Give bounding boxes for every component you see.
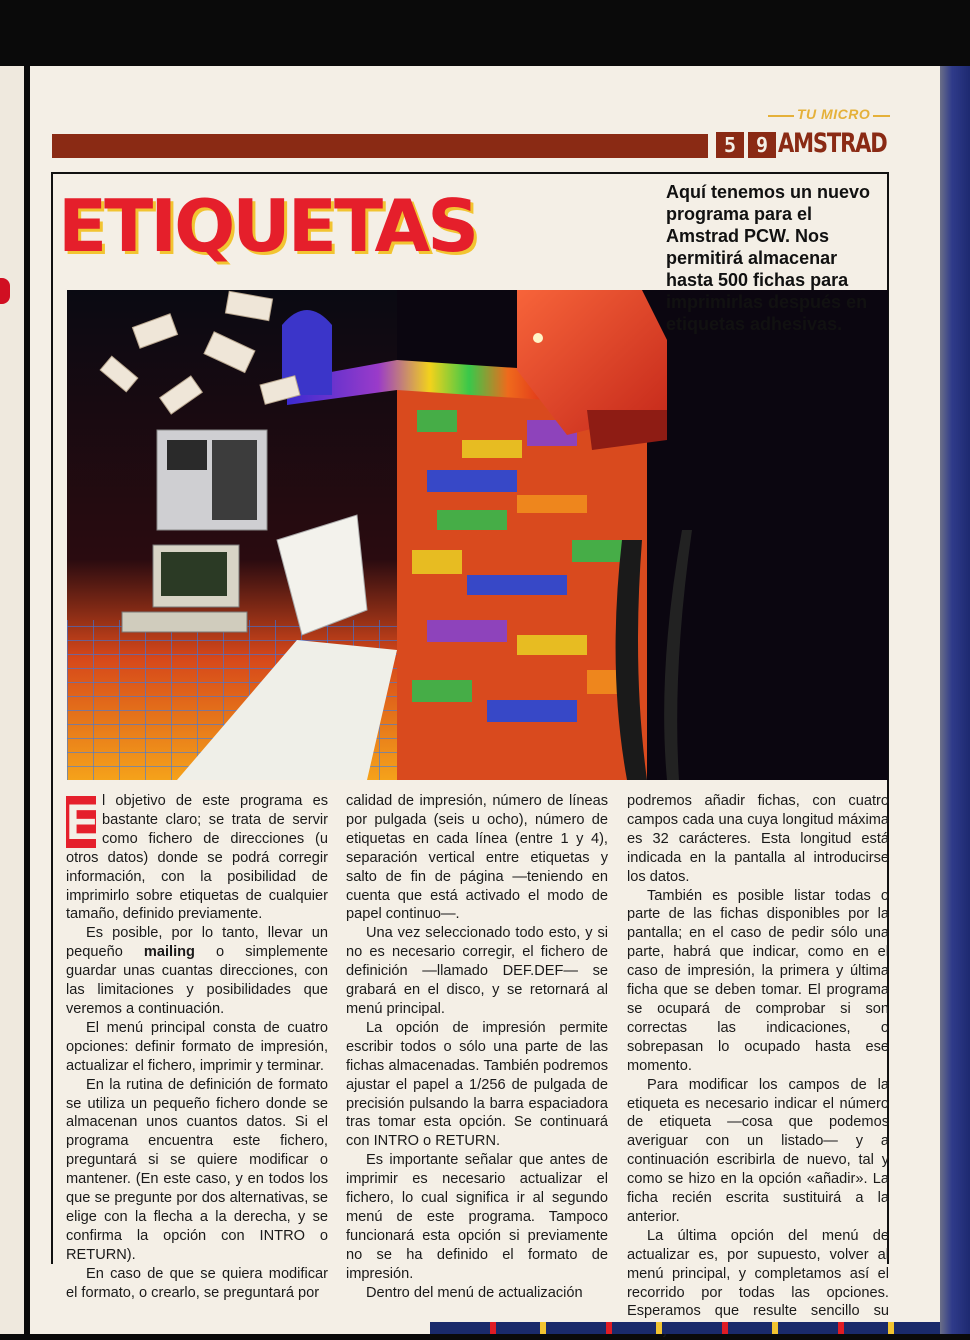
page-digit: 5 xyxy=(716,132,744,158)
header-bar xyxy=(52,134,708,158)
paragraph-text: l objetivo de este programa es bastante claro; se trata de servir como fichero de direcciones (u otros datos) donde se podrá corregir información, con la posibilidad de imprimirlo sobre etiquetas de cualquier tamaño, definido previamente. xyxy=(66,793,328,923)
next-page-edge xyxy=(940,66,970,1334)
paragraph: Para modificar los campos de la etiqueta es necesario indicar el número de etiqueta —cosa que podemos averiguar con un listado— y a continuación escribirla de nuevo, tal y como se hizo en la opción «añadir». La ficha recién escrita sustituirá a la anterior. xyxy=(627,1076,889,1225)
previous-page-edge xyxy=(0,66,24,1334)
article-title: ETIQUETAS xyxy=(58,184,477,268)
bold-term: mailing xyxy=(143,944,195,961)
paragraph: calidad de impresión, número de líneas por pulgada (seis u ocho), número de etiquetas en cada línea (entre 1 y 4), separación vertical entre etiquetas y salto de fin de página —teniendo en cuenta que está activado el modo de papel continuo—. xyxy=(346,793,608,923)
previous-page-red-mark xyxy=(0,278,10,304)
illustration-artwork xyxy=(67,290,888,780)
paragraph: La última opción del menú de actualizar es, por supuesto, volver al menú principal, y completamos así el recorrido por todas las opciones. Esperamos que resulte sencillo su xyxy=(627,1227,889,1320)
paragraph: Dentro del menú de actualización xyxy=(366,1284,583,1301)
paragraph: También es posible listar todas o parte de las fichas disponibles por la pantalla; en el caso de pedir sólo una parte, habrá que indicar, como en el caso de impresión, la primera y última ficha que se deben tomar. El programa se ocupará de comprobar si son correctas las indicaciones, o sobrepasan lo ocupado hasta ese momento. xyxy=(627,887,889,1074)
paragraph: En la rutina de definición de formato se utiliza un pequeño fichero donde se almacenan unos cuantos datos. Si el programa encuentra este fichero, preguntará si se quiere modificar o mantener. (En este caso, y en todos los que se pregunte por dos alternativas, se elige con la flecha a la derecha, y se confirma la opción con INTRO o RETURN). xyxy=(66,1076,328,1263)
paragraph: Es importante señalar que antes de imprimir es necesario actualizar el fichero, lo cual significa ir al segundo menú de este programa. Tampoco funcionará esta opción si previamente no se ha definido el formato de impresión. xyxy=(346,1152,608,1282)
page-number xyxy=(716,132,776,158)
paragraph-text: Es posible, por lo tanto, llevar un pequeño xyxy=(66,925,328,961)
drop-cap: E xyxy=(66,794,100,850)
brand-name: AMSTRAD xyxy=(778,128,887,159)
section-kicker: TU MICRO xyxy=(794,106,873,122)
paragraph: La opción de impresión permite escribir todos o sólo una parte de las fichas almacenadas. También podremos ajustar el papel a 1/256 de pulgada de precisión pulsando la barra espaciadora tras tomar esta opción. Se continuará con INTRO o RETURN. xyxy=(346,1019,608,1150)
paragraph-text: o simplemente guardar unas cuantas direcciones, con las limitaciones y posibilidades que veremos a continuación. xyxy=(66,944,328,1017)
article-column-2 xyxy=(346,792,608,1302)
paragraph: Una vez seleccionado todo esto, y si no es necesario corregir, el fichero de definición —llamado DEF.DEF— se grabará en el disco, y se retornará al menú principal. xyxy=(346,925,608,1017)
paragraph: El menú principal consta de cuatro opciones: definir formato de impresión, actualizar el fichero, imprimir y terminar. xyxy=(66,1019,328,1074)
illustration xyxy=(67,290,888,780)
paragraph: podremos añadir fichas, con cuatro campos cada una cuya longitud máxima es 32 carácteres. Esta longitud está indicada en la pantalla al introducirse los datos. xyxy=(627,793,889,885)
paragraph xyxy=(66,792,328,924)
page-digit: 9 xyxy=(748,132,776,158)
paragraph xyxy=(66,924,328,1019)
paragraph: En caso de que se quiera modificar el formato, o crearlo, se preguntará por xyxy=(66,1265,328,1301)
article-column-1 xyxy=(66,792,328,1302)
article-column-3 xyxy=(627,792,889,1340)
article-intro: Aquí tenemos un nuevo programa para el Amstrad PCW. Nos permitirá almacenar hasta 500 fichas para imprimirlas después en etiquetas adhesivas. xyxy=(666,182,871,334)
next-page-edge-strip xyxy=(430,1322,940,1334)
